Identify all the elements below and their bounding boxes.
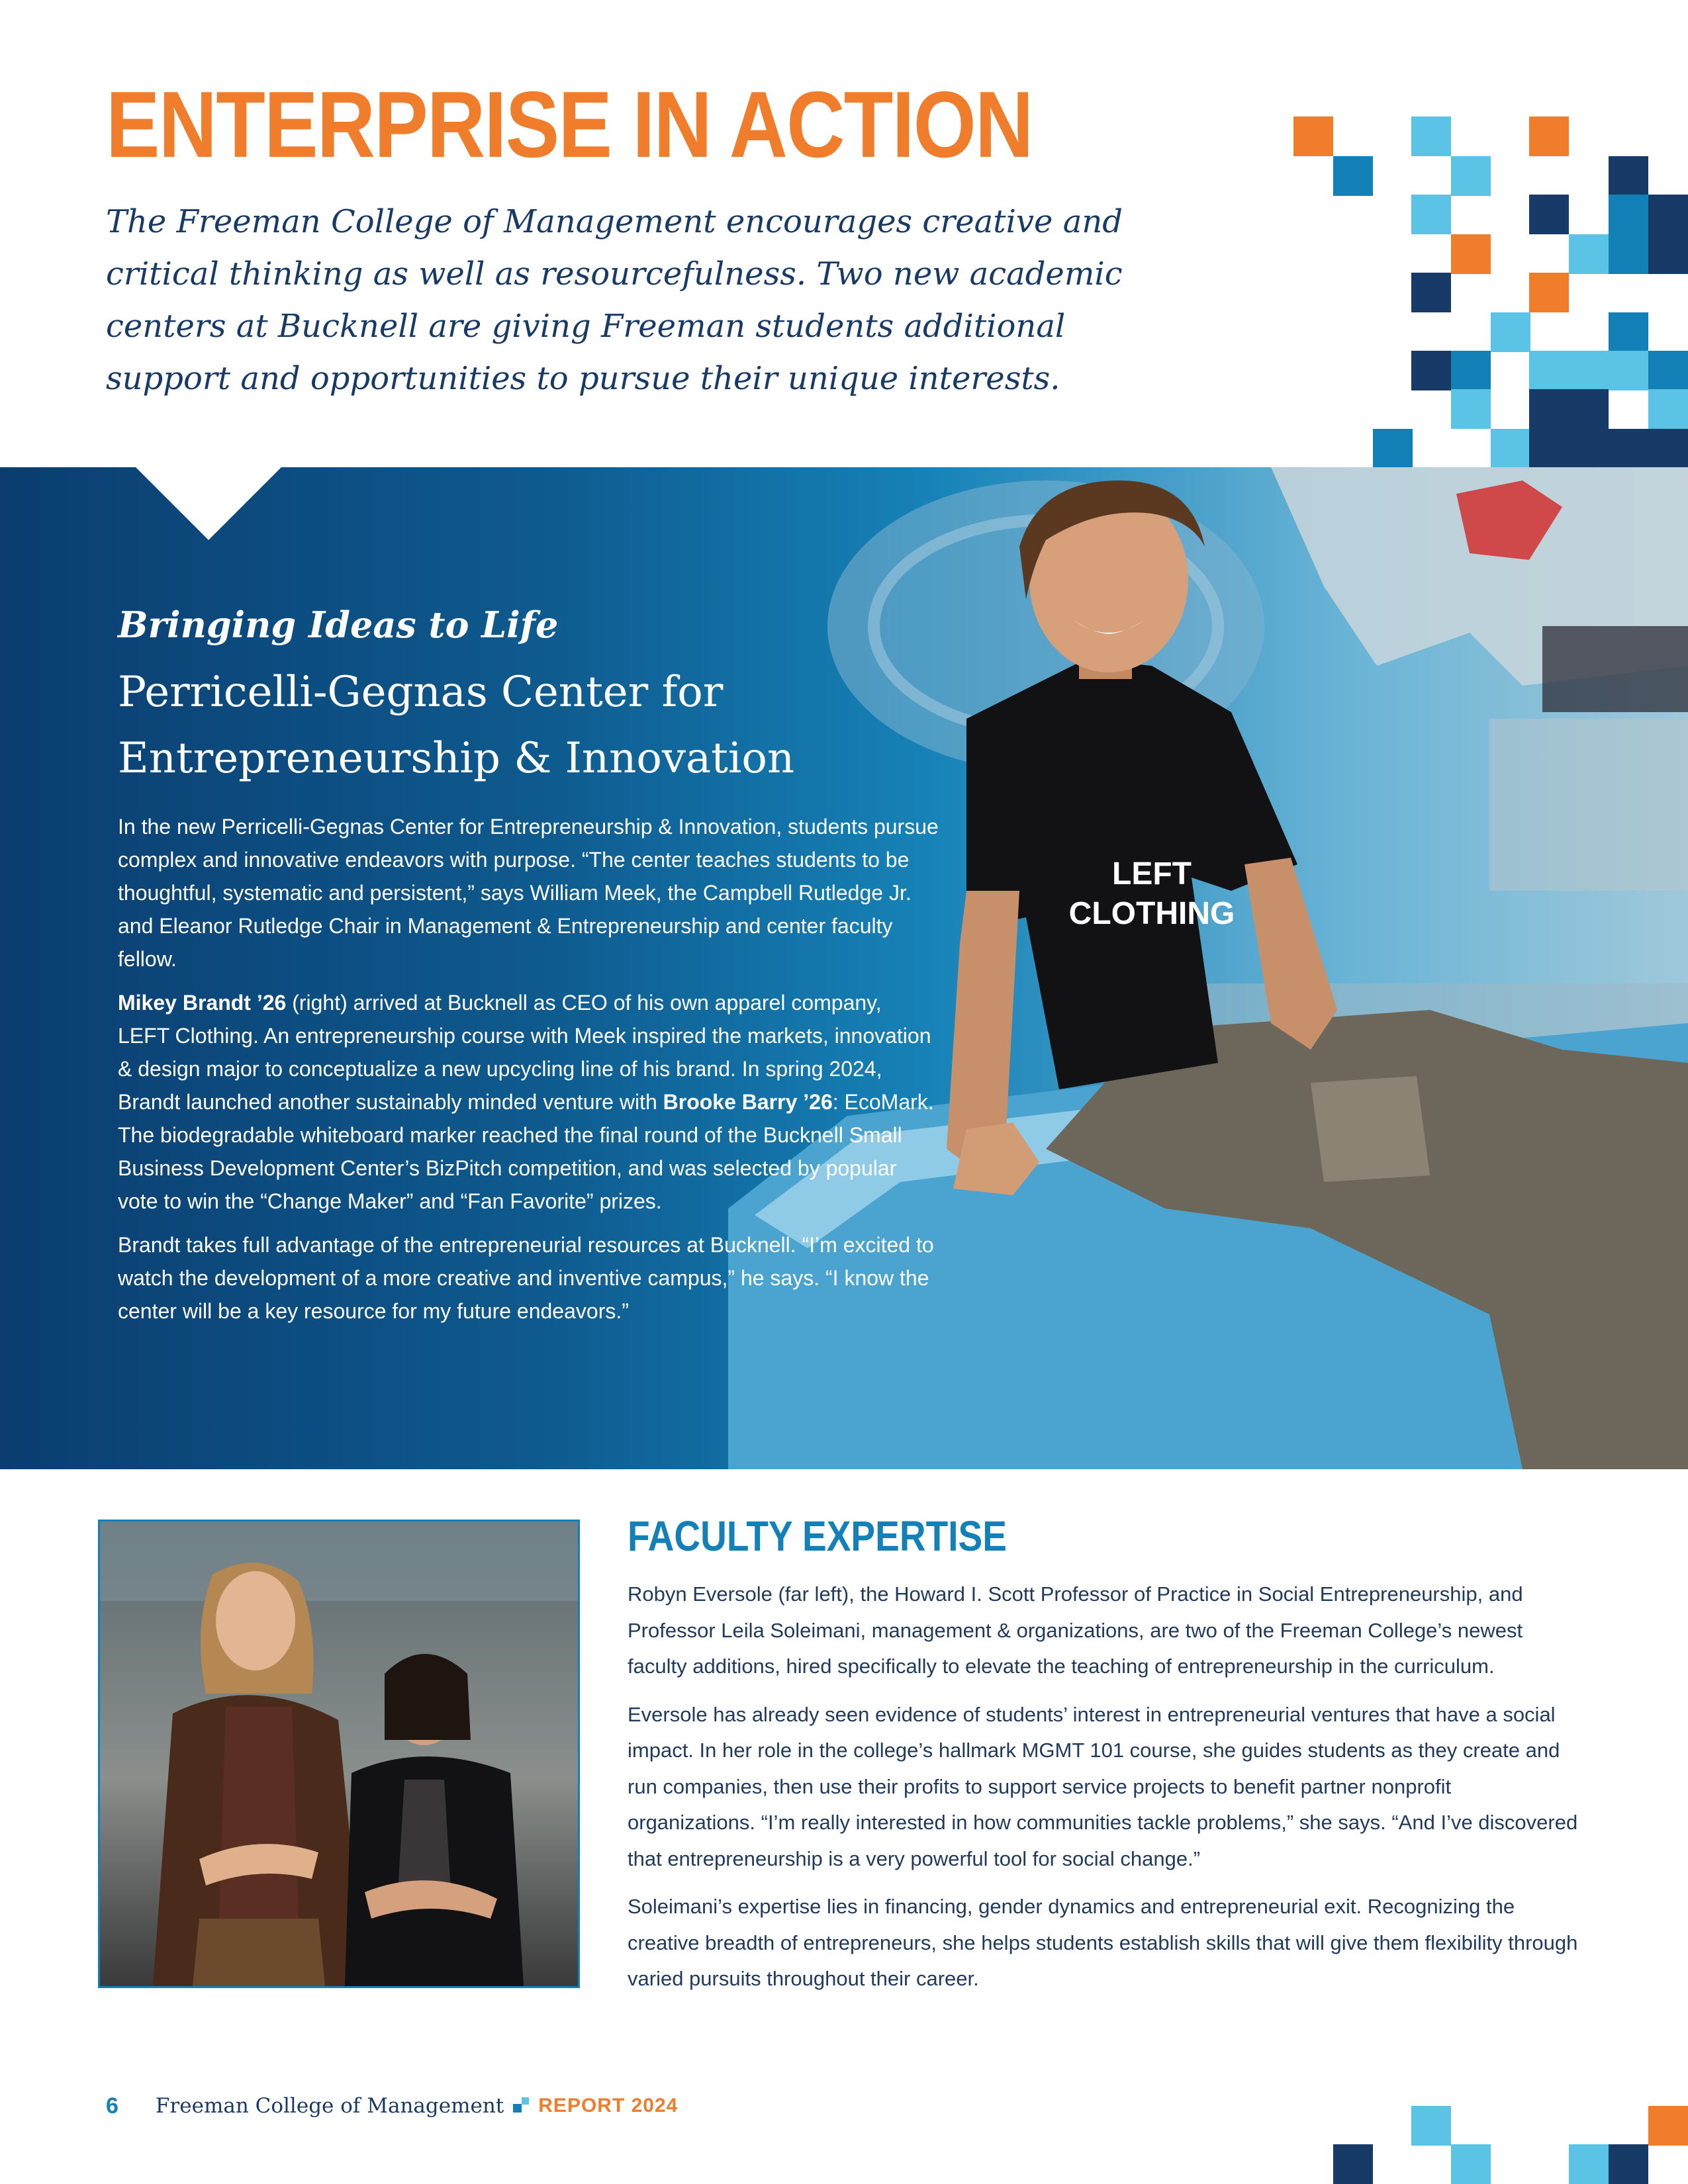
pixel-square — [1529, 429, 1569, 469]
faculty-paragraph-2: Eversole has already seen evidence of students’ interest in entrepreneurial ventures that have a social impact. In her role in the college’s hallmark MGMT 101 course, she guides students as they create and run companies, then use their profits to support service projects to benefit partner nonprofit organizations. “I’m really interested in how communities tackle problems,” she says. “And I’ve discovered that entrepreneurship is a very powerful tool for social change.” — [628, 1702, 1578, 1870]
pixel-square — [1648, 234, 1688, 274]
pixel-logo-icon — [513, 2097, 530, 2115]
shirt-print-top: LEFT — [1112, 856, 1192, 891]
faculty-paragraph-3: Soleimani’s expertise lies in financing, gender dynamics and entrepreneurial exit. Recognizing the creative breadth of entrepreneurs, she helps students establish skills that will give them flexibility through varied pursuits throughout their career. — [628, 1895, 1578, 1990]
faculty-section-title: FACULTY EXPERTISE — [628, 1512, 1007, 1560]
pixel-square — [1609, 351, 1648, 390]
pixel-square — [1451, 234, 1491, 274]
page-footer — [106, 2091, 678, 2120]
pixel-square — [1648, 429, 1688, 469]
hero-paragraph-2-mid: (right) arrived at Bucknell as CEO of his own apparel company, LEFT Clothing. An entrepreneurship course with Meek inspired the markets, innovation & design major to conceptualize a new upcycling line of his brand. In spring 2024, Brandt launched another sustainably minded venture with — [118, 991, 931, 1114]
pixel-square — [1373, 429, 1413, 469]
pixel-square — [1451, 156, 1491, 196]
pixel-square — [1529, 389, 1569, 429]
pixel-square — [1529, 351, 1569, 390]
pixel-square — [1411, 351, 1451, 390]
faculty-body — [628, 1576, 1581, 2009]
hero-paragraph-1: In the new Perricelli-Gegnas Center for Entrepreneurship & Innovation, students pursue complex and innovative endeavors with purpose. “The center teaches students to be thoughtful, systematic and persistent,” says William Meek, the Campbell Rutledge Jr. and Eleanor Rutledge Chair in Management & Entrepreneurship and center faculty fellow. — [118, 815, 939, 971]
pixel-square — [1491, 312, 1530, 352]
pixel-square — [1411, 195, 1451, 234]
pixel-square — [1609, 234, 1648, 274]
pixel-square — [1293, 116, 1333, 156]
pixel-square — [1569, 389, 1609, 429]
pixel-square — [1609, 429, 1648, 469]
footer-college-name: Freeman College of Management — [155, 2094, 504, 2118]
pixel-square — [1648, 195, 1688, 234]
shirt-print-bottom: CLOTHING — [1068, 896, 1235, 931]
footer-report-label: REPORT 2024 — [538, 2095, 679, 2116]
pixel-square — [1451, 2144, 1491, 2184]
pixel-square — [1491, 429, 1530, 469]
pixel-square — [1529, 116, 1569, 156]
pixel-square — [1569, 2144, 1609, 2184]
pixel-square — [1648, 2106, 1688, 2146]
intro-paragraph: The Freeman College of Management encourages creative and critical thinking as well as resourcefulness. Two new academic centers at Bucknell are giving Freeman students additional support and opportunities to pursue their unique interests. — [106, 203, 1123, 397]
pixel-square — [1609, 2144, 1648, 2184]
pixel-square — [1411, 273, 1451, 312]
pixel-square — [1411, 116, 1451, 156]
faculty-paragraph-1: Robyn Eversole (far left), the Howard I. Scott Professor of Practice in Social Entrepreneurship, and Professor Leila Soleimani, management & organizations, are two of the Freeman College’s newest faculty additions, hired specifically to elevate the teaching of entrepreneurship in the curriculum. — [628, 1582, 1523, 1678]
pixel-square — [1648, 389, 1688, 429]
page-number: 6 — [106, 2093, 118, 2118]
pixel-square — [1648, 351, 1688, 390]
student-name-barry: Brooke Barry ’26 — [663, 1090, 833, 1114]
hero-paragraph-2-end: : EcoMark. The biodegradable whiteboard marker reached the final round of the Bucknell Small Business Development Center’s BizPitch competition, and was selected by popular vote to win the “Change Maker” and “Fan Favorite” prizes. — [118, 1090, 934, 1213]
hero-kicker: Bringing Ideas to Life — [118, 604, 559, 646]
pixel-square — [1529, 195, 1569, 234]
hero-paragraph-2 — [118, 986, 939, 1218]
hero-banner — [0, 467, 1688, 1469]
pixel-square — [1569, 351, 1609, 390]
pixel-square — [1569, 429, 1609, 469]
hero-title: Perricelli-Gegnas Center for Entrepreneurship & Innovation — [118, 668, 795, 783]
pixel-square — [1609, 312, 1648, 352]
pixel-square — [1609, 156, 1648, 196]
hero-body — [118, 810, 939, 1338]
faculty-photo — [98, 1520, 580, 1988]
pixel-square — [1411, 2106, 1451, 2146]
hero-paragraph-3: Brandt takes full advantage of the entrepreneurial resources at Bucknell. “I’m excited to watch the development of a more creative and inventive campus,” he says. “I know the center will be a key resource for my future endeavors.” — [118, 1233, 934, 1323]
pixel-square — [1333, 156, 1373, 196]
page-headline: ENTERPRISE IN ACTION — [106, 72, 1033, 177]
pixel-square — [1569, 234, 1609, 274]
pixel-square — [1333, 2144, 1373, 2184]
pixel-square — [1529, 273, 1569, 312]
hero-notch — [136, 467, 281, 540]
pixel-square — [1609, 195, 1648, 234]
pixel-square — [1451, 351, 1491, 390]
pixel-square — [1451, 389, 1491, 429]
student-name-brandt: Mikey Brandt ’26 — [118, 991, 287, 1015]
faculty-portrait-illustration — [100, 1522, 578, 1986]
